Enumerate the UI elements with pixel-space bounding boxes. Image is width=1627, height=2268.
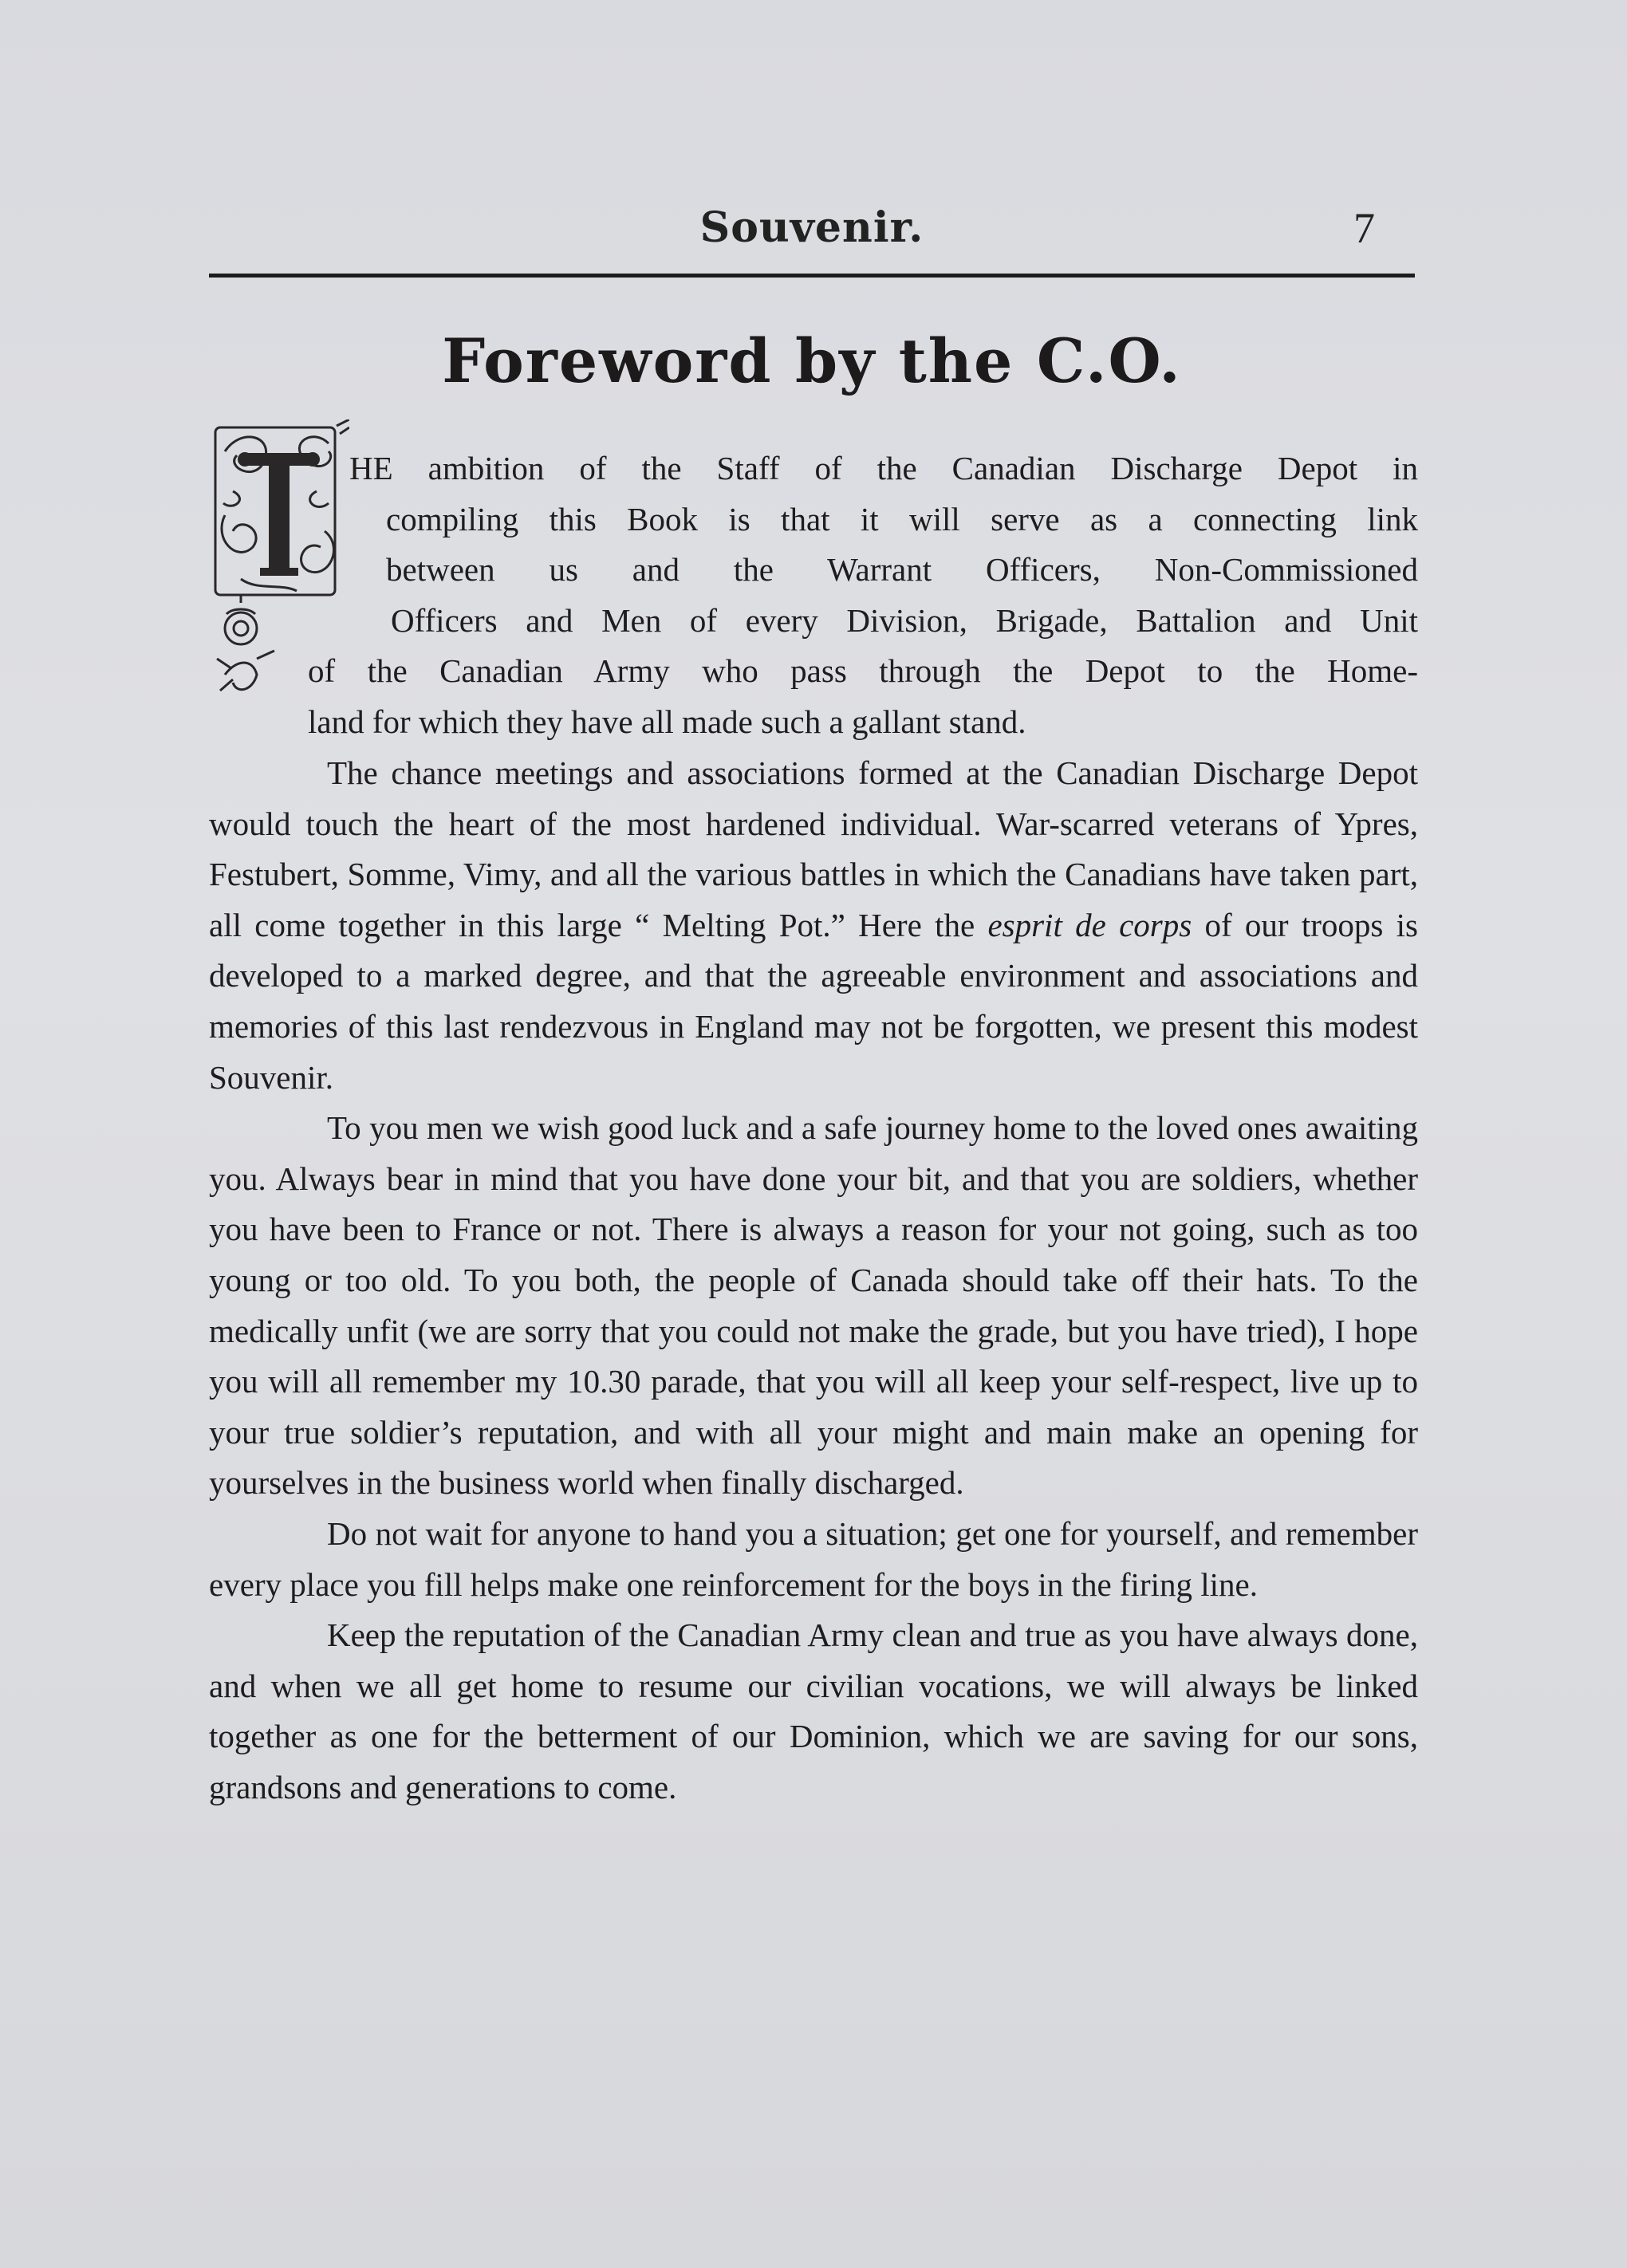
para1-line-2: compiling this Book is that it will serve as a connecting link: [386, 501, 1418, 537]
para1-line-3: between us and the Warrant Officers, Non-Commissioned: [386, 551, 1418, 588]
para1-line-6: land for which they have all made such a gallant stand.: [308, 703, 1026, 740]
page-number: 7: [1353, 204, 1375, 252]
para1-line-1: HE ambition of the Staff of the Canadian Discharge Depot in: [349, 450, 1418, 486]
running-head: [209, 203, 1415, 259]
paragraph-2: The chance meetings and associations formed at the Canadian Discharge Depot would touch the heart of the most hardened individual. War-scarred veterans of Ypres, Festubert, Somme, Vimy, and all the various battles in which the Canadians have taken part, all come together in this large “ Melting Pot.” Here the esprit de corps of our troops is developed to a marked degree, and that the agreeable environment and associations and memories of this last rendezvous in England may not be forgotten, we present this modest Souvenir.: [209, 754, 1419, 1096]
esprit-de-corps: esprit de corps: [987, 906, 1192, 943]
page-heading: Foreword by the C.O.: [442, 325, 1182, 396]
running-title: Souvenir.: [699, 203, 924, 252]
para1-line-5: of the Canadian Army who pass through the Depot to the Home-: [308, 652, 1418, 689]
para1-line-4: Officers and Men of every Division, Brigade, Battalion and Unit: [391, 602, 1418, 639]
header-rule: [209, 274, 1415, 278]
paragraph-3: To you men we wish good luck and a safe journey home to the loved ones awaiting you. Always bear in mind that you have done your bit, and that you are soldiers, whether you have been to France or not. There is always a reason for your not going, such as too young or too old. To you both, the people of Canada should take off their hats. To the medically unfit (we are sorry that you could not make the grade, but you have tried), I hope you will all remember my 10.30 parade, that you will all keep your self-respect, live up to your true soldier’s reputation, and with all your might and main make an opening for yourselves in the business world when finally discharged.: [209, 1109, 1418, 1502]
paragraph-5: Keep the reputation of the Canadian Army clean and true as you have always done, and when we all get home to resume our civilian vocations, we will always be linked together as one for the betterment of our Dominion, which we are saving for our sons, grandsons and generations to come.: [209, 1616, 1418, 1805]
body-text: [209, 748, 1418, 1813]
paragraph-4: Do not wait for anyone to hand you a situation; get one for yourself, and remember every place you fill helps make one reinforcement for the boys in the firing line.: [209, 1514, 1418, 1603]
